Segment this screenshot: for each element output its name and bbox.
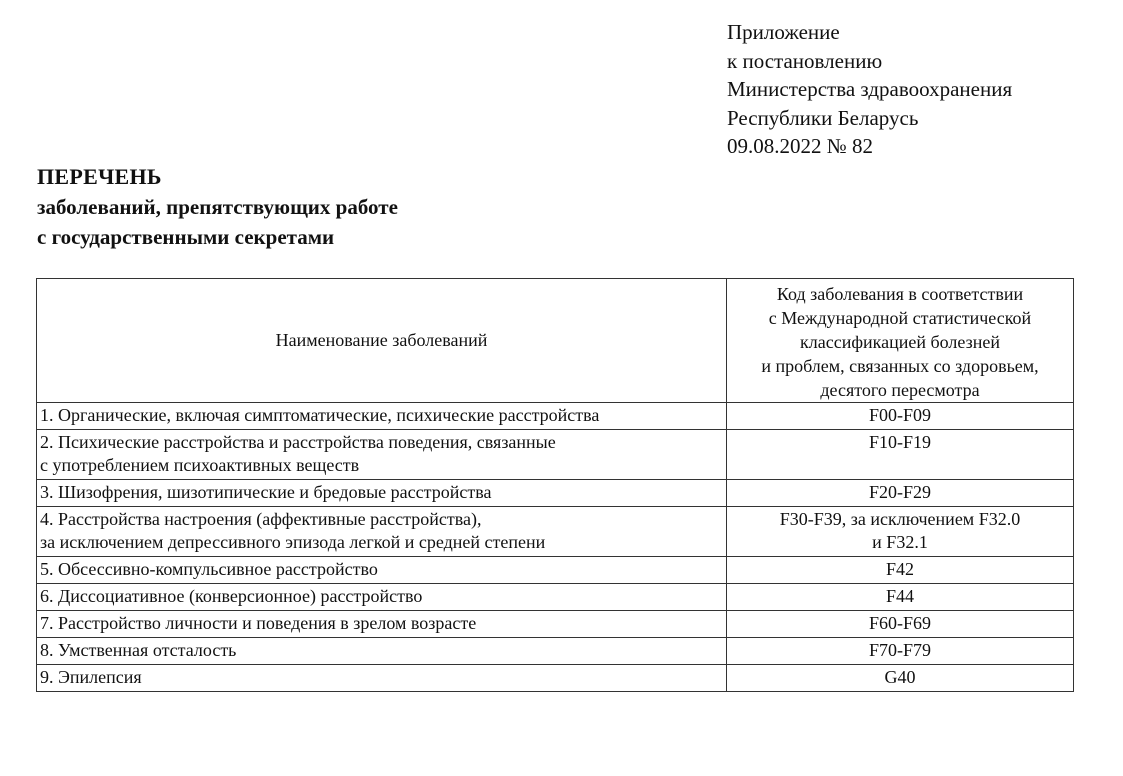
table-row (37, 480, 1074, 507)
disease-code-cell (727, 403, 1074, 430)
disease-code: F44 (885, 586, 914, 606)
disease-name-cell (37, 665, 727, 692)
disease-name: за исключением депрессивного эпизода легкой и средней степени (40, 532, 546, 552)
title-subtitle-line: с государственными секретами (37, 225, 335, 249)
disease-code: F70-F79 (868, 640, 931, 660)
disease-name: 8. Умственная отсталость (40, 640, 237, 660)
disease-code: G40 (884, 667, 916, 687)
disease-code-cell (727, 665, 1074, 692)
disease-code-cell (727, 611, 1074, 638)
table-row (37, 507, 1074, 557)
table-row (37, 557, 1074, 584)
disease-name: 5. Обсессивно-компульсивное расстройство (40, 559, 378, 579)
disease-code: и F32.1 (872, 532, 928, 552)
title-main: ПЕРЕЧЕНЬ (37, 164, 162, 189)
disease-name: 2. Психические расстройства и расстройства поведения, связанные (40, 432, 556, 452)
disease-code-cell (727, 480, 1074, 507)
disease-name-cell (37, 638, 727, 665)
disease-code-cell (727, 557, 1074, 584)
document-title (37, 162, 398, 252)
disease-code-cell (727, 430, 1074, 480)
table-row (37, 638, 1074, 665)
appendix-line: Приложение (727, 20, 840, 44)
table-row (37, 611, 1074, 638)
title-subtitle-line: заболеваний, препятствующих работе (37, 195, 398, 219)
table-header-row (37, 279, 1074, 403)
table-row (37, 665, 1074, 692)
appendix-line: к постановлению (727, 48, 883, 73)
disease-code: F30-F39, за исключением F32.0 (779, 509, 1021, 529)
disease-code: F20-F29 (868, 482, 931, 502)
disease-code: F60-F69 (868, 613, 931, 633)
appendix-line: Министерства здравоохранения (727, 77, 1013, 101)
diseases-table (36, 278, 1074, 692)
header-code-line: с Международной статистической (768, 308, 1032, 328)
table-row (37, 430, 1074, 480)
disease-name-cell (37, 584, 727, 611)
disease-name: 4. Расстройства настроения (аффективные расстройства), (40, 509, 482, 529)
appendix-line: Республики Беларусь (727, 105, 919, 130)
disease-name: 1. Органические, включая симптоматические, психические расстройства (40, 405, 600, 425)
header-code-line: Код заболевания в соответствии (776, 284, 1024, 304)
disease-name-cell (37, 611, 727, 638)
disease-name: 3. Шизофрения, шизотипические и бредовые расстройства (40, 482, 492, 502)
disease-name-cell (37, 430, 727, 480)
table-row (37, 403, 1074, 430)
header-icd-code (727, 279, 1074, 403)
disease-code-cell (727, 584, 1074, 611)
disease-name: 9. Эпилепсия (40, 667, 142, 687)
appendix-reference (727, 18, 1012, 161)
disease-name: 6. Диссоциативное (конверсионное) расстройство (40, 586, 423, 606)
header-disease-name: Наименование заболеваний (37, 279, 727, 403)
disease-code: F42 (885, 559, 914, 579)
disease-name: 7. Расстройство личности и поведения в зрелом возрасте (40, 613, 477, 633)
disease-name: с употреблением психоактивных веществ (40, 455, 360, 475)
disease-code-cell (727, 638, 1074, 665)
appendix-date-number: 09.08.2022 № 82 (727, 134, 874, 158)
header-code-line: десятого пересмотра (820, 380, 980, 400)
table-row (37, 584, 1074, 611)
disease-name-cell (37, 557, 727, 584)
disease-code: F10-F19 (868, 432, 931, 452)
disease-name-cell (37, 480, 727, 507)
header-code-line: классификацией болезней (800, 332, 1000, 352)
header-code-line: и проблем, связанных со здоровьем, (761, 356, 1039, 376)
disease-code-cell (727, 507, 1074, 557)
disease-name-cell (37, 403, 727, 430)
disease-name-cell (37, 507, 727, 557)
disease-code: F00-F09 (868, 405, 931, 425)
